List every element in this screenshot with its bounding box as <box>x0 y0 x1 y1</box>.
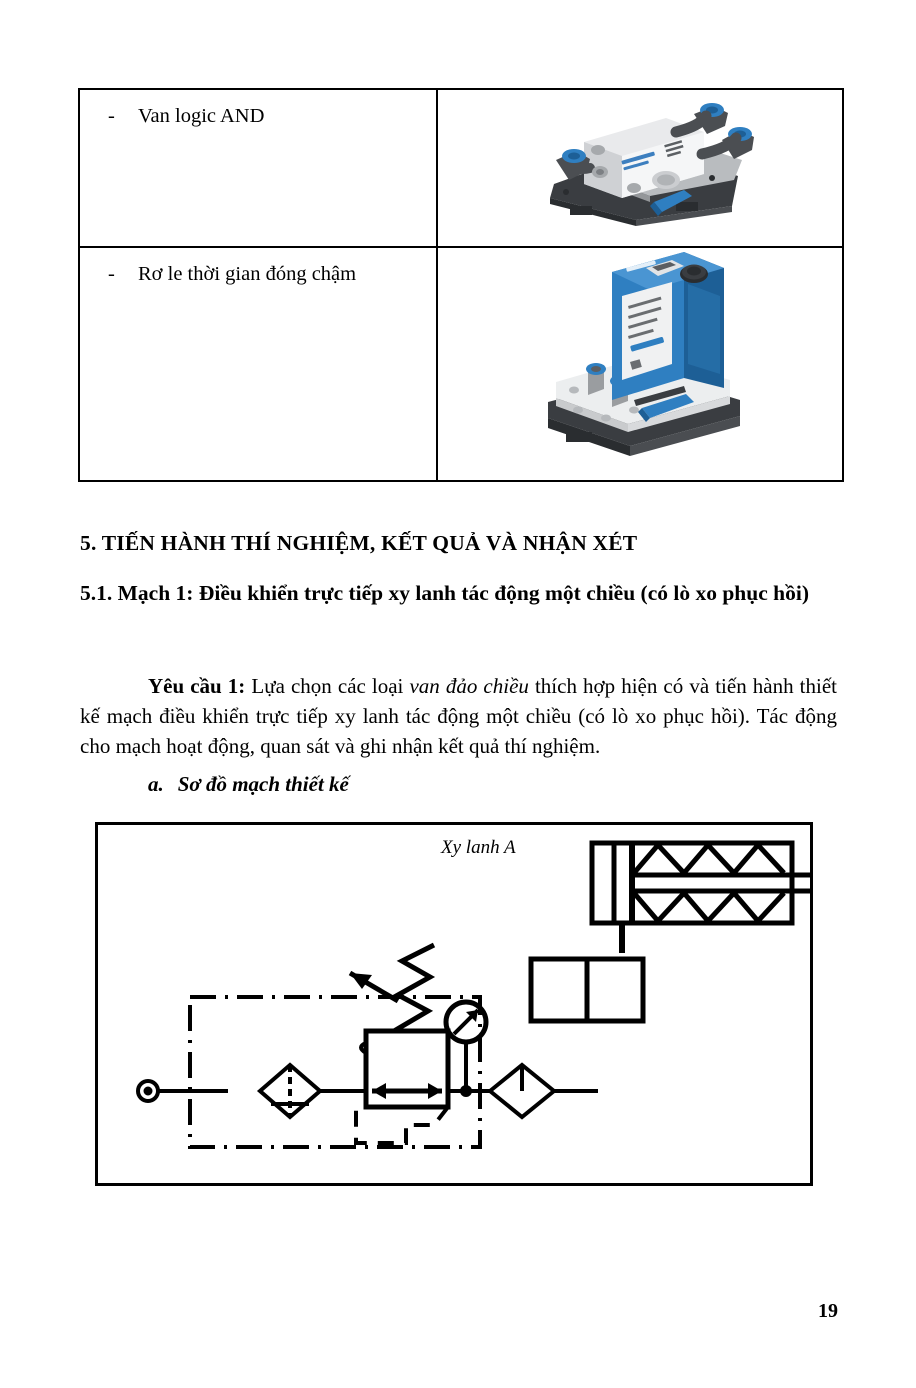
air-source-symbol <box>138 1081 228 1101</box>
lubricator-symbol <box>490 1065 598 1117</box>
photo-container <box>438 90 842 246</box>
circuit-diagram-svg <box>98 825 810 1183</box>
equipment-table <box>78 88 844 482</box>
subsection-heading: 5.1. Mạch 1: Điều khiển trực tiếp xy lanh tác động một chiều (có lò xo phục hồi) <box>80 581 809 605</box>
paragraph-text-1: Lựa chọn các loại <box>245 674 410 698</box>
photo-container <box>438 248 842 480</box>
filter-symbol <box>98 825 366 1117</box>
service-unit-enclosure <box>190 997 480 1147</box>
equipment-label-cell <box>79 89 437 247</box>
festo-timer-relay-photo <box>534 250 764 475</box>
single-acting-cylinder-symbol <box>592 843 810 953</box>
item-title: Sơ đồ mạch thiết kế <box>177 772 349 796</box>
paragraph-emphasis: van đảo chiều <box>409 674 529 698</box>
directional-valve-symbol <box>531 959 643 1021</box>
paragraph-text-2: thích hợp hiện có và tiến hành thiết kế mạch điều khiển trực tiếp xy lanh tác động một chiều (có lò xo phục hồi). Tác động cho mạch hoạt động, quan sát và ghi nhận kết quả thí nghiệm. <box>80 674 837 759</box>
equipment-name-and-valve: Van logic AND <box>138 105 265 127</box>
festo-and-valve-photo <box>526 98 756 230</box>
equipment-label-cell <box>79 247 437 481</box>
requirement-lead: Yêu cầu 1: <box>148 674 246 698</box>
equipment-item <box>80 90 436 130</box>
list-dash: - <box>108 105 115 127</box>
pressure-regulator-symbol <box>350 945 448 1143</box>
list-dash: - <box>108 263 115 285</box>
item-heading <box>148 772 349 797</box>
equipment-image-cell <box>437 247 843 481</box>
requirement-paragraph <box>80 671 837 762</box>
page-number: 19 <box>818 1300 838 1322</box>
table-row <box>79 247 843 481</box>
table-row <box>79 89 843 247</box>
equipment-image-cell <box>437 89 843 247</box>
equipment-item <box>80 248 436 288</box>
cylinder-label: Xy lanh A <box>441 837 516 858</box>
equipment-name-timer-relay: Rơ le thời gian đóng chậm <box>138 263 357 285</box>
circuit-diagram-frame <box>95 822 813 1186</box>
section-heading: 5. TIẾN HÀNH THÍ NGHIỆM, KẾT QUẢ VÀ NHẬN XÉT <box>80 531 638 555</box>
item-marker: a. <box>148 772 164 796</box>
